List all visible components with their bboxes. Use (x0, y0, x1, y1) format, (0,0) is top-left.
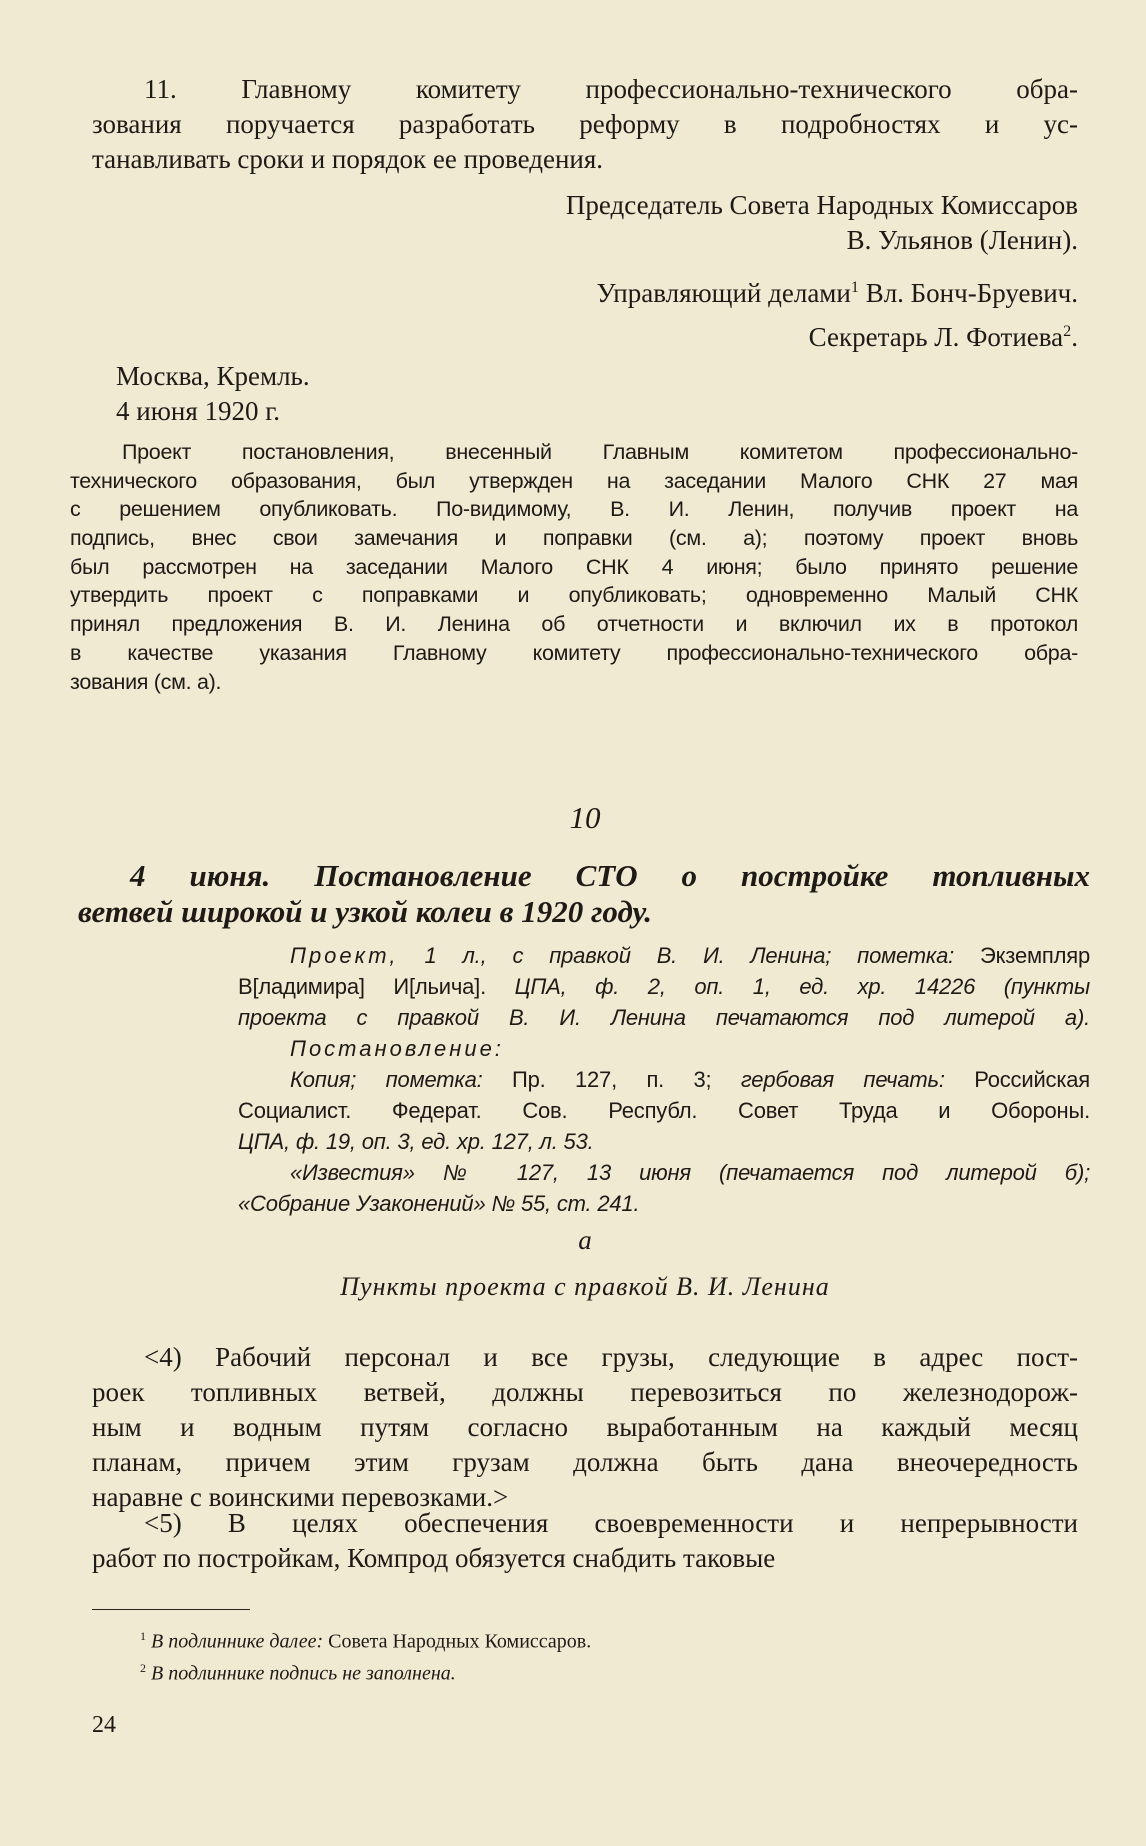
note-line: Проект постановления, внесенный Главным комитетом профессионально- (122, 440, 1078, 464)
source-segment: 1 л., с правкой В. И. Ленина; пометка: (398, 943, 955, 968)
source-segment: «Собрание Узаконений» № 55, ст. 241. (238, 1191, 640, 1216)
footnote-ref: 2 (1063, 322, 1072, 340)
source-segment: Копия; пометка: (290, 1067, 483, 1092)
source-line (238, 1002, 1090, 1033)
chairman-line: В. Ульянов (Ленин). (846, 225, 1078, 255)
source-line (238, 1157, 1090, 1188)
note-line: с решением опубликовать. По-видимому, В. И. Ленин, получив проект на (70, 497, 1078, 522)
footnote (140, 1652, 1040, 1684)
source-segment: Социалист. Федерат. Сов. Республ. Совет Труда и Обороны. (238, 1098, 1090, 1123)
footnote-italic: В подлиннике далее: (151, 1630, 324, 1653)
source-segment: Проект, (290, 943, 399, 968)
note-line: в качестве указания Главному комитету профессионально-технического обра- (70, 640, 1078, 665)
title-line: ветвей широкой и узкой колеи в 1920 году. (78, 894, 653, 929)
source-line (238, 971, 1090, 1002)
manager-label: Управляющий делами (596, 278, 851, 308)
point4-line: роек топливных ветвей, должны перевозиться по железнодорож- (92, 1377, 1078, 1407)
paragraph-line: 11. Главному комитету профессионально-технического обра- (144, 74, 1078, 104)
source-line (238, 1033, 1090, 1064)
section-letter: а (578, 1225, 592, 1255)
source-segment: Российская (944, 1067, 1090, 1092)
sources (238, 940, 1090, 1219)
source-line (238, 1064, 1090, 1095)
document-number: 10 (569, 800, 601, 835)
source-line (238, 1095, 1090, 1126)
point4-line: планам, причем этим грузам должна быть дана внеочередность (92, 1447, 1078, 1477)
secretary-label: Секретарь Л. Фотиева (808, 322, 1064, 352)
manager-name: Вл. Бонч-Бруевич. (865, 278, 1078, 308)
chairman-signature (92, 188, 1078, 258)
date: 4 июня 1920 г. (116, 396, 281, 426)
note-line: принял предложения В. И. Ленина об отчетности и включил их в протокол (70, 612, 1078, 637)
footnote-ref: 1 (850, 278, 859, 296)
footnotes (140, 1620, 1040, 1684)
page-number: 24 (92, 1712, 116, 1738)
source-segment: Постановление: (290, 1036, 504, 1061)
note-line: был рассмотрен на заседании Малого СНК 4 июня; было принято решение (70, 554, 1078, 579)
note-line: зования (см. а). (70, 669, 222, 694)
point-4 (92, 1340, 1078, 1515)
source-segment: проекта с правкой В. И. Ленина печатаются под литерой а). (238, 1005, 1090, 1030)
point5-line: работ по постройкам, Компрод обязуется снабдить таковые (92, 1543, 776, 1573)
point4-line: <4) Рабочий персонал и все грузы, следующие в адрес пост- (144, 1342, 1078, 1372)
paragraph-line: зования поручается разработать реформу в подробностях и ус- (92, 109, 1078, 139)
source-segment: гербовая печать: (740, 1067, 945, 1092)
source-line (238, 1126, 1090, 1157)
secretary-signature: Секретарь Л. Фотиева$^2$. (808, 322, 1078, 352)
source-segment: ЦПА, ф. 19, оп. 3, ед. хр. 127, л. 53. (238, 1129, 594, 1154)
source-segment: ЦПА, ф. 2, оп. 1, ед. хр. 14226 (пункты (514, 974, 1090, 999)
source-line (238, 940, 1090, 971)
footnote-italic: В подлиннике подпись не заполнена. (151, 1662, 456, 1685)
footnote-number: 1 (140, 1629, 146, 1643)
source-segment: Экземпляр (954, 943, 1090, 968)
place: Москва, Кремль. (116, 361, 310, 391)
point4-line: ным и водным путям согласно выработанным на каждый месяц (92, 1412, 1078, 1442)
point5-line: <5) В целях обеспечения своевременности и непрерывности (144, 1508, 1078, 1538)
source-line (238, 1188, 1090, 1219)
footnote-text: Совета Народных Комиссаров. (323, 1630, 592, 1653)
note-line: технического образования, был утвержден на заседании Малого СНК 27 мая (70, 468, 1078, 493)
point4-line: наравне с воинскими перевозками.> (92, 1482, 509, 1512)
paragraph-line: танавливать сроки и порядок ее проведения. (92, 144, 604, 174)
section-title: Пункты проекта с правкой В. И. Ленина (340, 1272, 830, 1301)
source-segment: «Известия» № 127, 13 июня (печатается под литерой б); (290, 1160, 1090, 1185)
manager-signature (92, 270, 1078, 308)
footnote (140, 1620, 1040, 1652)
source-segment: В[ладимира] И[льича]. (238, 974, 515, 999)
place-date (116, 359, 1102, 429)
footnote-divider (92, 1609, 250, 1610)
paragraph-11 (92, 72, 1078, 177)
chairman-line: Председатель Совета Народных Комиссаров (565, 190, 1078, 220)
note-line: подпись, внес свои замечания и поправки (см. а); поэтому проект вновь (70, 526, 1078, 551)
point-5 (92, 1506, 1078, 1576)
title-line: 4 июня. Постановление СТО о постройке топливных (130, 858, 1090, 893)
note-line: утвердить проект с поправками и опубликовать; одновременно Малый СНК (70, 583, 1078, 608)
editorial-note (70, 438, 1078, 696)
footnote-number: 2 (140, 1661, 146, 1675)
source-segment: Пр. 127, п. 3; (482, 1067, 741, 1092)
document-title (78, 858, 1090, 930)
